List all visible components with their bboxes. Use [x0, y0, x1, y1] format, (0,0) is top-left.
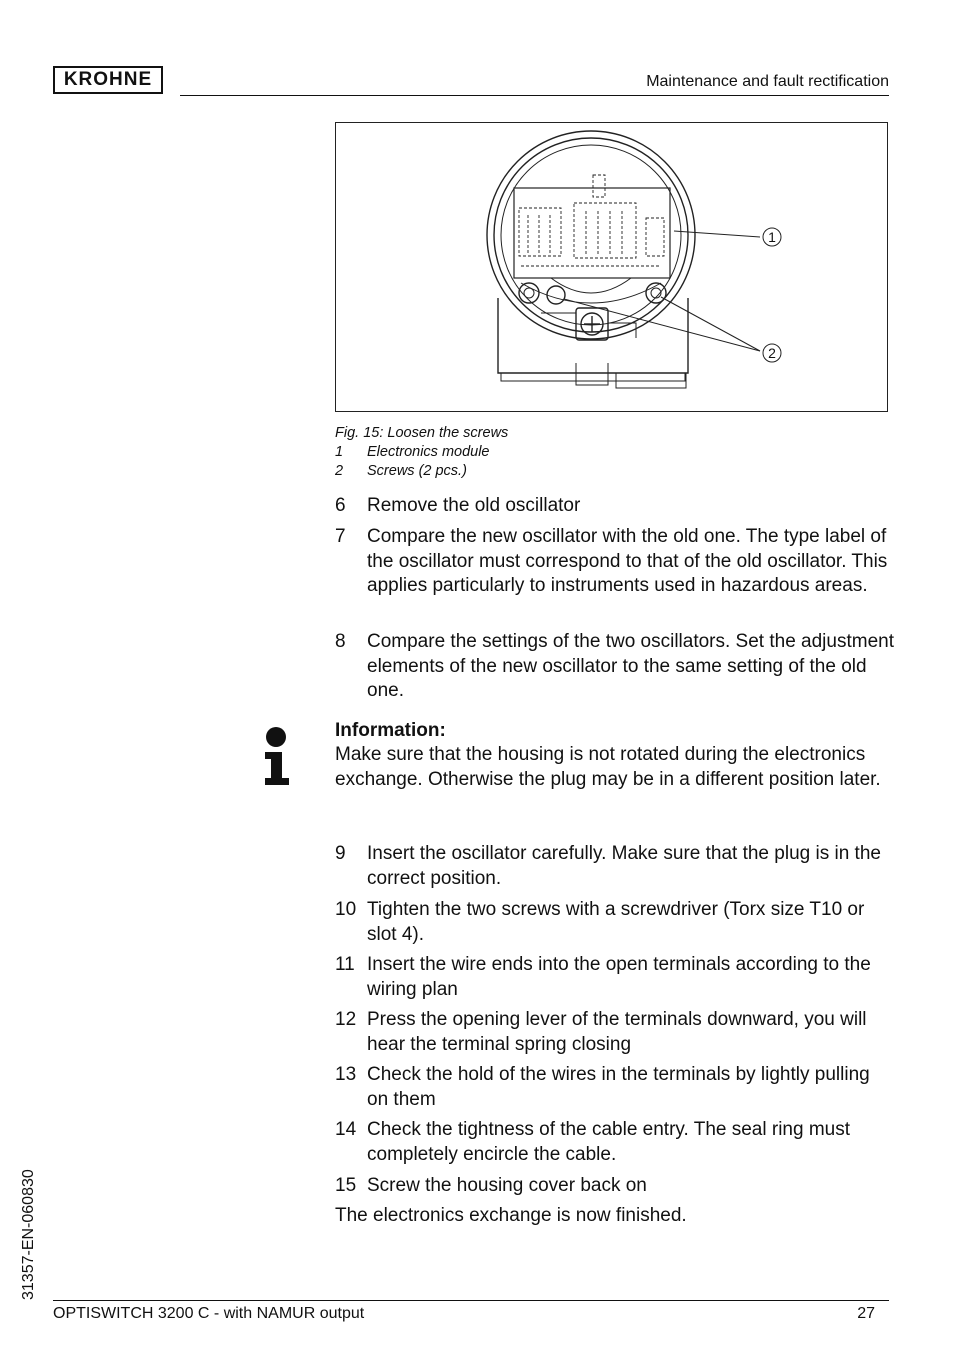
step-number: 12: [335, 1009, 357, 1030]
step-10: [335, 898, 895, 947]
step-text: Screw the housing cover back on: [367, 1175, 647, 1196]
footer-rule: [53, 1300, 889, 1301]
step-6: [335, 494, 895, 519]
step-number: 9: [335, 843, 346, 864]
housing-drawing: [336, 123, 889, 413]
step-number: 6: [335, 495, 346, 516]
figure-electronics-housing: [335, 122, 888, 412]
step-text: Press the opening lever of the terminals downward, you will hear the terminal spring closing: [367, 1009, 867, 1055]
legend-item: [335, 463, 467, 479]
step-text: Tighten the two screws with a screwdriver (Torx size T10 or slot 4).: [367, 899, 865, 945]
legend-number: 2: [335, 463, 344, 479]
step-9: [335, 842, 895, 891]
step-14: [335, 1118, 895, 1167]
step-text: Insert the oscillator carefully. Make sure that the plug is in the correct position.: [367, 843, 881, 889]
step-15: [335, 1174, 895, 1199]
legend-number: 1: [335, 444, 344, 460]
information-title: Information:: [335, 720, 446, 741]
step-text: Insert the wire ends into the open terminals according to the wiring plan: [367, 954, 871, 1000]
step-number: 10: [335, 899, 357, 920]
step-13: [335, 1063, 895, 1112]
krohne-logo: KROHNE: [53, 66, 163, 94]
step-12: [335, 1008, 895, 1057]
header-rule: [180, 95, 889, 96]
step-text: Compare the new oscillator with the old one. The type label of the oscillator must correspond to that of the old oscillator. This applies particularly to instruments used in hazardous areas.: [367, 526, 888, 597]
step-7: [335, 525, 895, 599]
step-8: [335, 630, 895, 704]
closing-statement: The electronics exchange is now finished.: [335, 1205, 687, 1226]
step-number: 8: [335, 631, 346, 652]
step-number: 11: [335, 954, 355, 975]
section-title: Maintenance and fault rectification: [646, 73, 889, 90]
page-number: 27: [857, 1305, 875, 1322]
step-number: 13: [335, 1064, 357, 1085]
callout-1: 1: [768, 229, 776, 245]
product-name: OPTISWITCH 3200 C - with NAMUR output: [53, 1305, 365, 1322]
step-number: 7: [335, 526, 346, 547]
information-text: Make sure that the housing is not rotated during the electronics exchange. Otherwise the plug may be in a different position later.: [335, 744, 881, 790]
document-id: 31357-EN-060830: [20, 1169, 37, 1300]
step-text: Compare the settings of the two oscillators. Set the adjustment elements of the new oscillator to the same setting of the old one.: [367, 631, 894, 702]
legend-text: Electronics module: [367, 444, 490, 460]
step-text: Remove the old oscillator: [367, 495, 581, 516]
step-number: 15: [335, 1175, 357, 1196]
step-number: 14: [335, 1119, 357, 1140]
callout-2: 2: [768, 345, 776, 361]
legend-item: [335, 444, 490, 460]
information-icon: [262, 726, 292, 786]
figure-caption: Fig. 15: Loosen the screws: [335, 425, 509, 441]
step-text: Check the tightness of the cable entry. The seal ring must completely encircle the cable.: [367, 1119, 850, 1165]
step-11: [335, 953, 895, 1002]
legend-text: Screws (2 pcs.): [367, 463, 467, 479]
step-text: Check the hold of the wires in the terminals by lightly pulling on them: [367, 1064, 870, 1110]
